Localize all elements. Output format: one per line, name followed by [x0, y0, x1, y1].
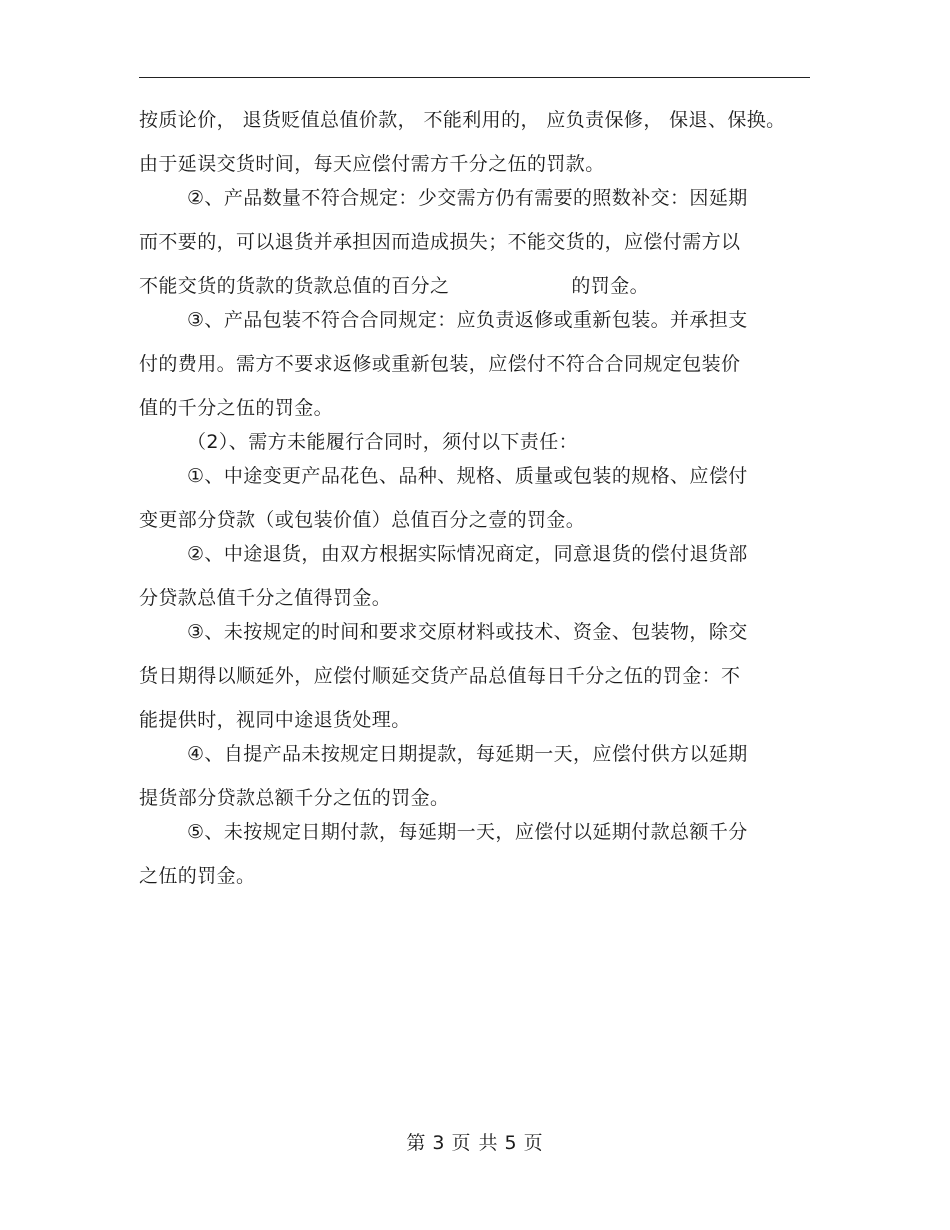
current-page-number: 3 [432, 1132, 446, 1154]
paragraph-1 [139, 110, 819, 174]
text-line: ②、产品数量不符合规定：少交需方仍有需要的照数补交：因延期 [187, 187, 748, 209]
page-footer [0, 1133, 950, 1153]
text-line: 值的千分之伍的罚金。 [139, 397, 334, 419]
paragraph-3 [139, 310, 819, 418]
text-line: ②、中途退货，由双方根据实际情况商定，同意退货的偿付退货部 [187, 543, 748, 565]
text-fragment: 的罚金。 [571, 275, 650, 297]
paragraph-7 [139, 622, 819, 730]
text-line: 按质论价， 退货贬值总值价款， 不能利用的， 应负责保修， 保退、保换。 [139, 109, 786, 131]
text-line: 货日期得以顺延外，应偿付顺延交货产品总值每日千分之伍的罚金：不 [139, 665, 741, 687]
text-line: 分贷款总值千分之值得罚金。 [139, 587, 392, 609]
text-line: 变更部分贷款（或包装价值）总值百分之壹的罚金。 [139, 509, 586, 531]
paragraph-2 [139, 188, 819, 296]
text-line: 提货部分贷款总额千分之伍的罚金。 [139, 787, 450, 809]
text-line: ③、未按规定的时间和要求交原材料或技术、资金、包装物，除交 [187, 621, 748, 643]
text-line: ③、产品包装不符合合同规定：应负责返修或重新包装。并承担支 [187, 309, 748, 331]
text-line-with-blank [139, 276, 819, 296]
footer-middle: 页 共 [451, 1132, 499, 1154]
text-line: 由于延误交货时间，每天应偿付需方千分之伍的罚款。 [139, 153, 605, 175]
header-rule [139, 77, 810, 78]
paragraph-4 [139, 432, 819, 452]
paragraph-6 [139, 544, 819, 608]
text-line: 之伍的罚金。 [139, 865, 256, 887]
document-body [139, 110, 819, 900]
text-line: ①、中途变更产品花色、品种、规格、质量或包装的规格、应偿付 [187, 465, 748, 487]
footer-prefix: 第 [406, 1132, 427, 1154]
text-fragment: 不能交货的货款的货款总值的百分之 [139, 275, 450, 297]
paragraph-9 [139, 822, 819, 886]
text-line: 能提供时，视同中途退货处理。 [139, 709, 411, 731]
text-line: 付的费用。需方不要求返修或重新包装，应偿付不符合合同规定包装价 [139, 353, 741, 375]
text-line: ④、自提产品未按规定日期提款，每延期一天，应偿付供方以延期 [187, 743, 748, 765]
text-line: 而不要的，可以退货并承担因而造成损失；不能交货的，应偿付需方以 [139, 231, 741, 253]
paragraph-5 [139, 466, 819, 530]
total-pages-number: 5 [504, 1132, 518, 1154]
text-line: ⑤、未按规定日期付款，每延期一天，应偿付以延期付款总额千分 [187, 821, 748, 843]
section-heading: （2）、需方未能履行合同时，须付以下责任： [187, 431, 578, 453]
footer-suffix: 页 [523, 1132, 544, 1154]
paragraph-8 [139, 744, 819, 808]
